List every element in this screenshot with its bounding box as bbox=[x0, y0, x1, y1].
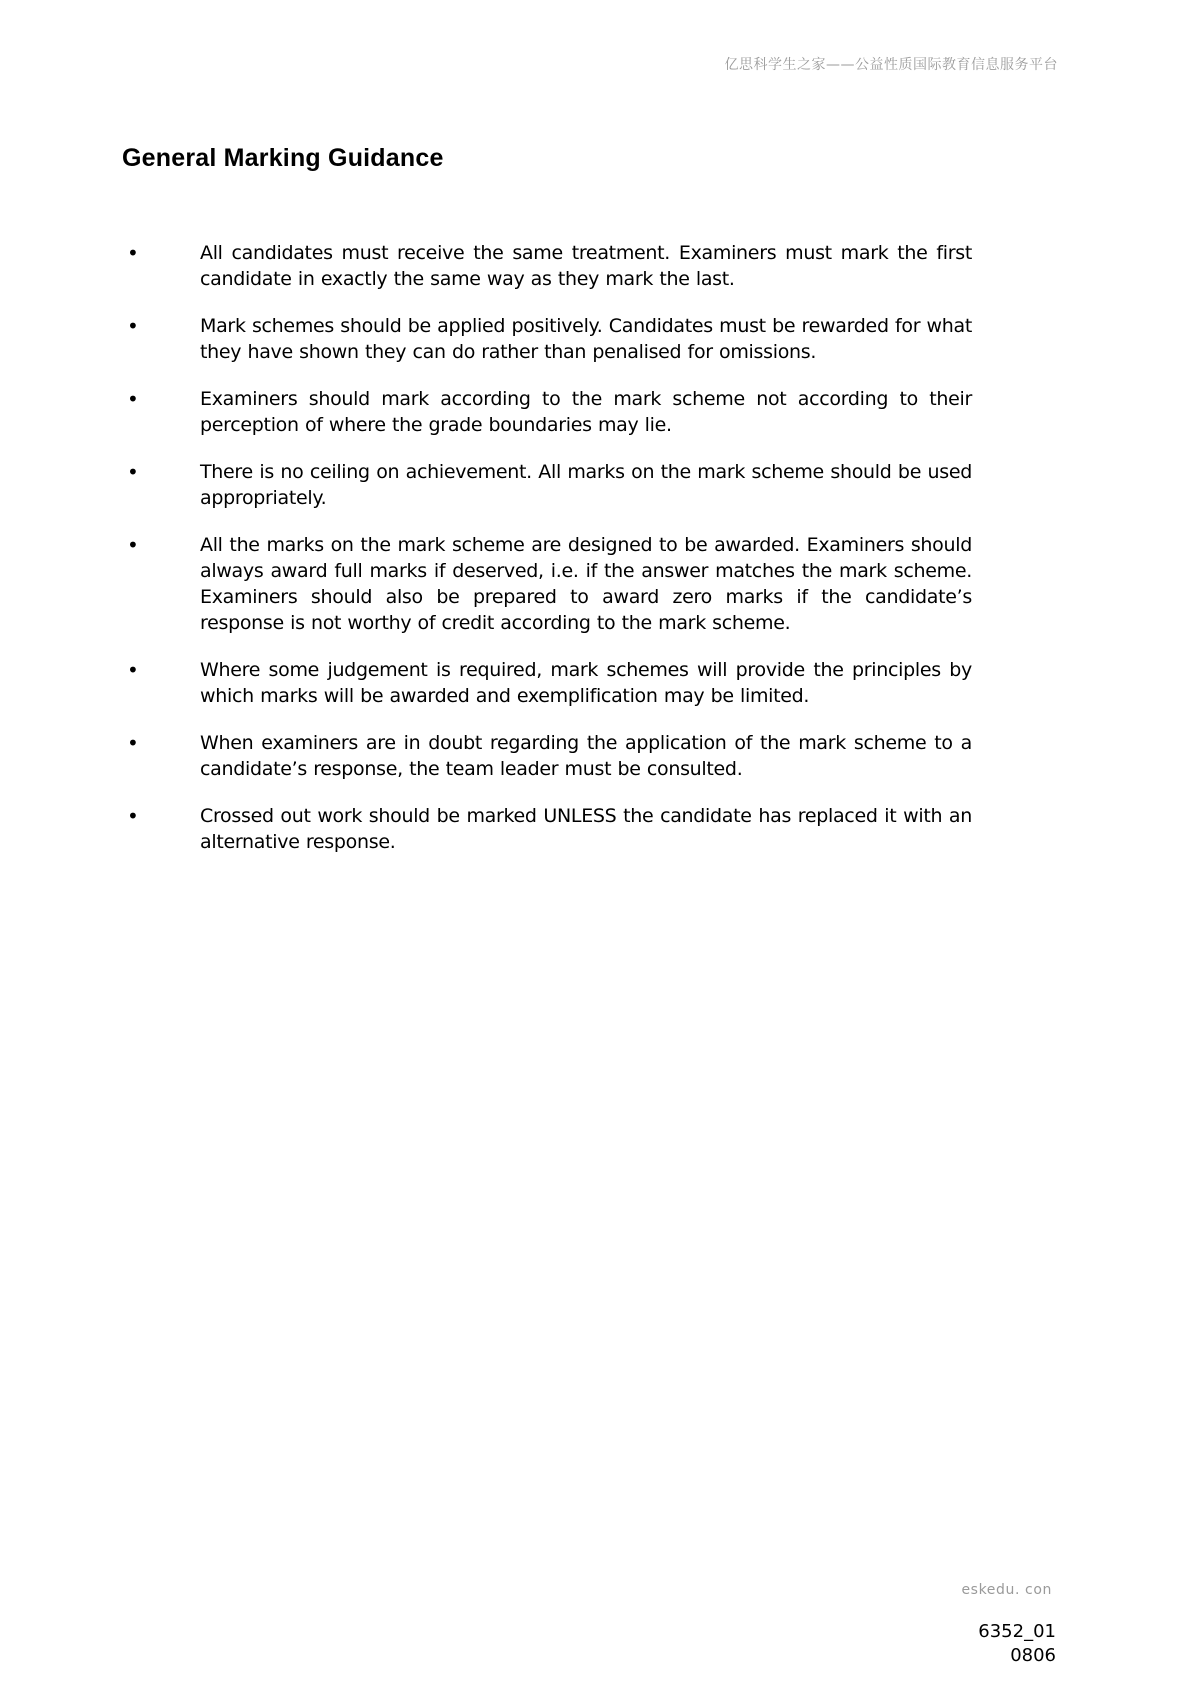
session-code: 0806 bbox=[1010, 1645, 1056, 1666]
paper-code: 6352_01 bbox=[978, 1621, 1056, 1642]
guidance-item bbox=[122, 386, 972, 438]
guidance-item-text: There is no ceiling on achievement. All marks on the mark scheme should be used appropriately. bbox=[200, 461, 972, 509]
bullet-icon: • bbox=[127, 731, 139, 755]
guidance-item-text: Mark schemes should be applied positively. Candidates must be rewarded for what they have shown they can do rather than penalised for omissions. bbox=[200, 315, 972, 363]
guidance-item bbox=[122, 532, 972, 636]
guidance-item-text: Crossed out work should be marked UNLESS the candidate has replaced it with an alternative response. bbox=[200, 805, 972, 853]
guidance-item-text: When examiners are in doubt regarding the application of the mark scheme to a candidate’s response, the team leader must be consulted. bbox=[200, 732, 972, 780]
bullet-icon: • bbox=[127, 804, 139, 828]
guidance-item-text: All the marks on the mark scheme are designed to be awarded. Examiners should always award full marks if deserved, i.e. if the answer matches the mark scheme. Examiners should also be prepared to award zero marks if the candidate’s response is not worthy of credit according to the mark scheme. bbox=[200, 534, 972, 634]
guidance-item bbox=[122, 657, 972, 709]
guidance-item bbox=[122, 459, 972, 511]
bullet-icon: • bbox=[127, 460, 139, 484]
bullet-icon: • bbox=[127, 241, 139, 265]
guidance-item bbox=[122, 313, 972, 365]
guidance-item-text: Examiners should mark according to the mark scheme not according to their perception of where the grade boundaries may lie. bbox=[200, 388, 972, 436]
page-title: General Marking Guidance bbox=[122, 144, 444, 172]
guidance-item bbox=[122, 730, 972, 782]
guidance-item bbox=[122, 240, 972, 292]
bullet-icon: • bbox=[127, 658, 139, 682]
footer-watermark: eskedu. con bbox=[961, 1582, 1052, 1598]
guidance-item-text: Where some judgement is required, mark schemes will provide the principles by which marks will be awarded and exemplification may be limited. bbox=[200, 659, 972, 707]
bullet-icon: • bbox=[127, 314, 139, 338]
bullet-icon: • bbox=[127, 533, 139, 557]
header-watermark: 亿思科学生之家——公益性质国际教育信息服务平台 bbox=[724, 57, 1058, 73]
guidance-item bbox=[122, 803, 972, 855]
guidance-list bbox=[122, 240, 972, 876]
bullet-icon: • bbox=[127, 387, 139, 411]
footer-code bbox=[978, 1620, 1056, 1668]
guidance-item-text: All candidates must receive the same treatment. Examiners must mark the first candidate in exactly the same way as they mark the last. bbox=[200, 242, 972, 290]
